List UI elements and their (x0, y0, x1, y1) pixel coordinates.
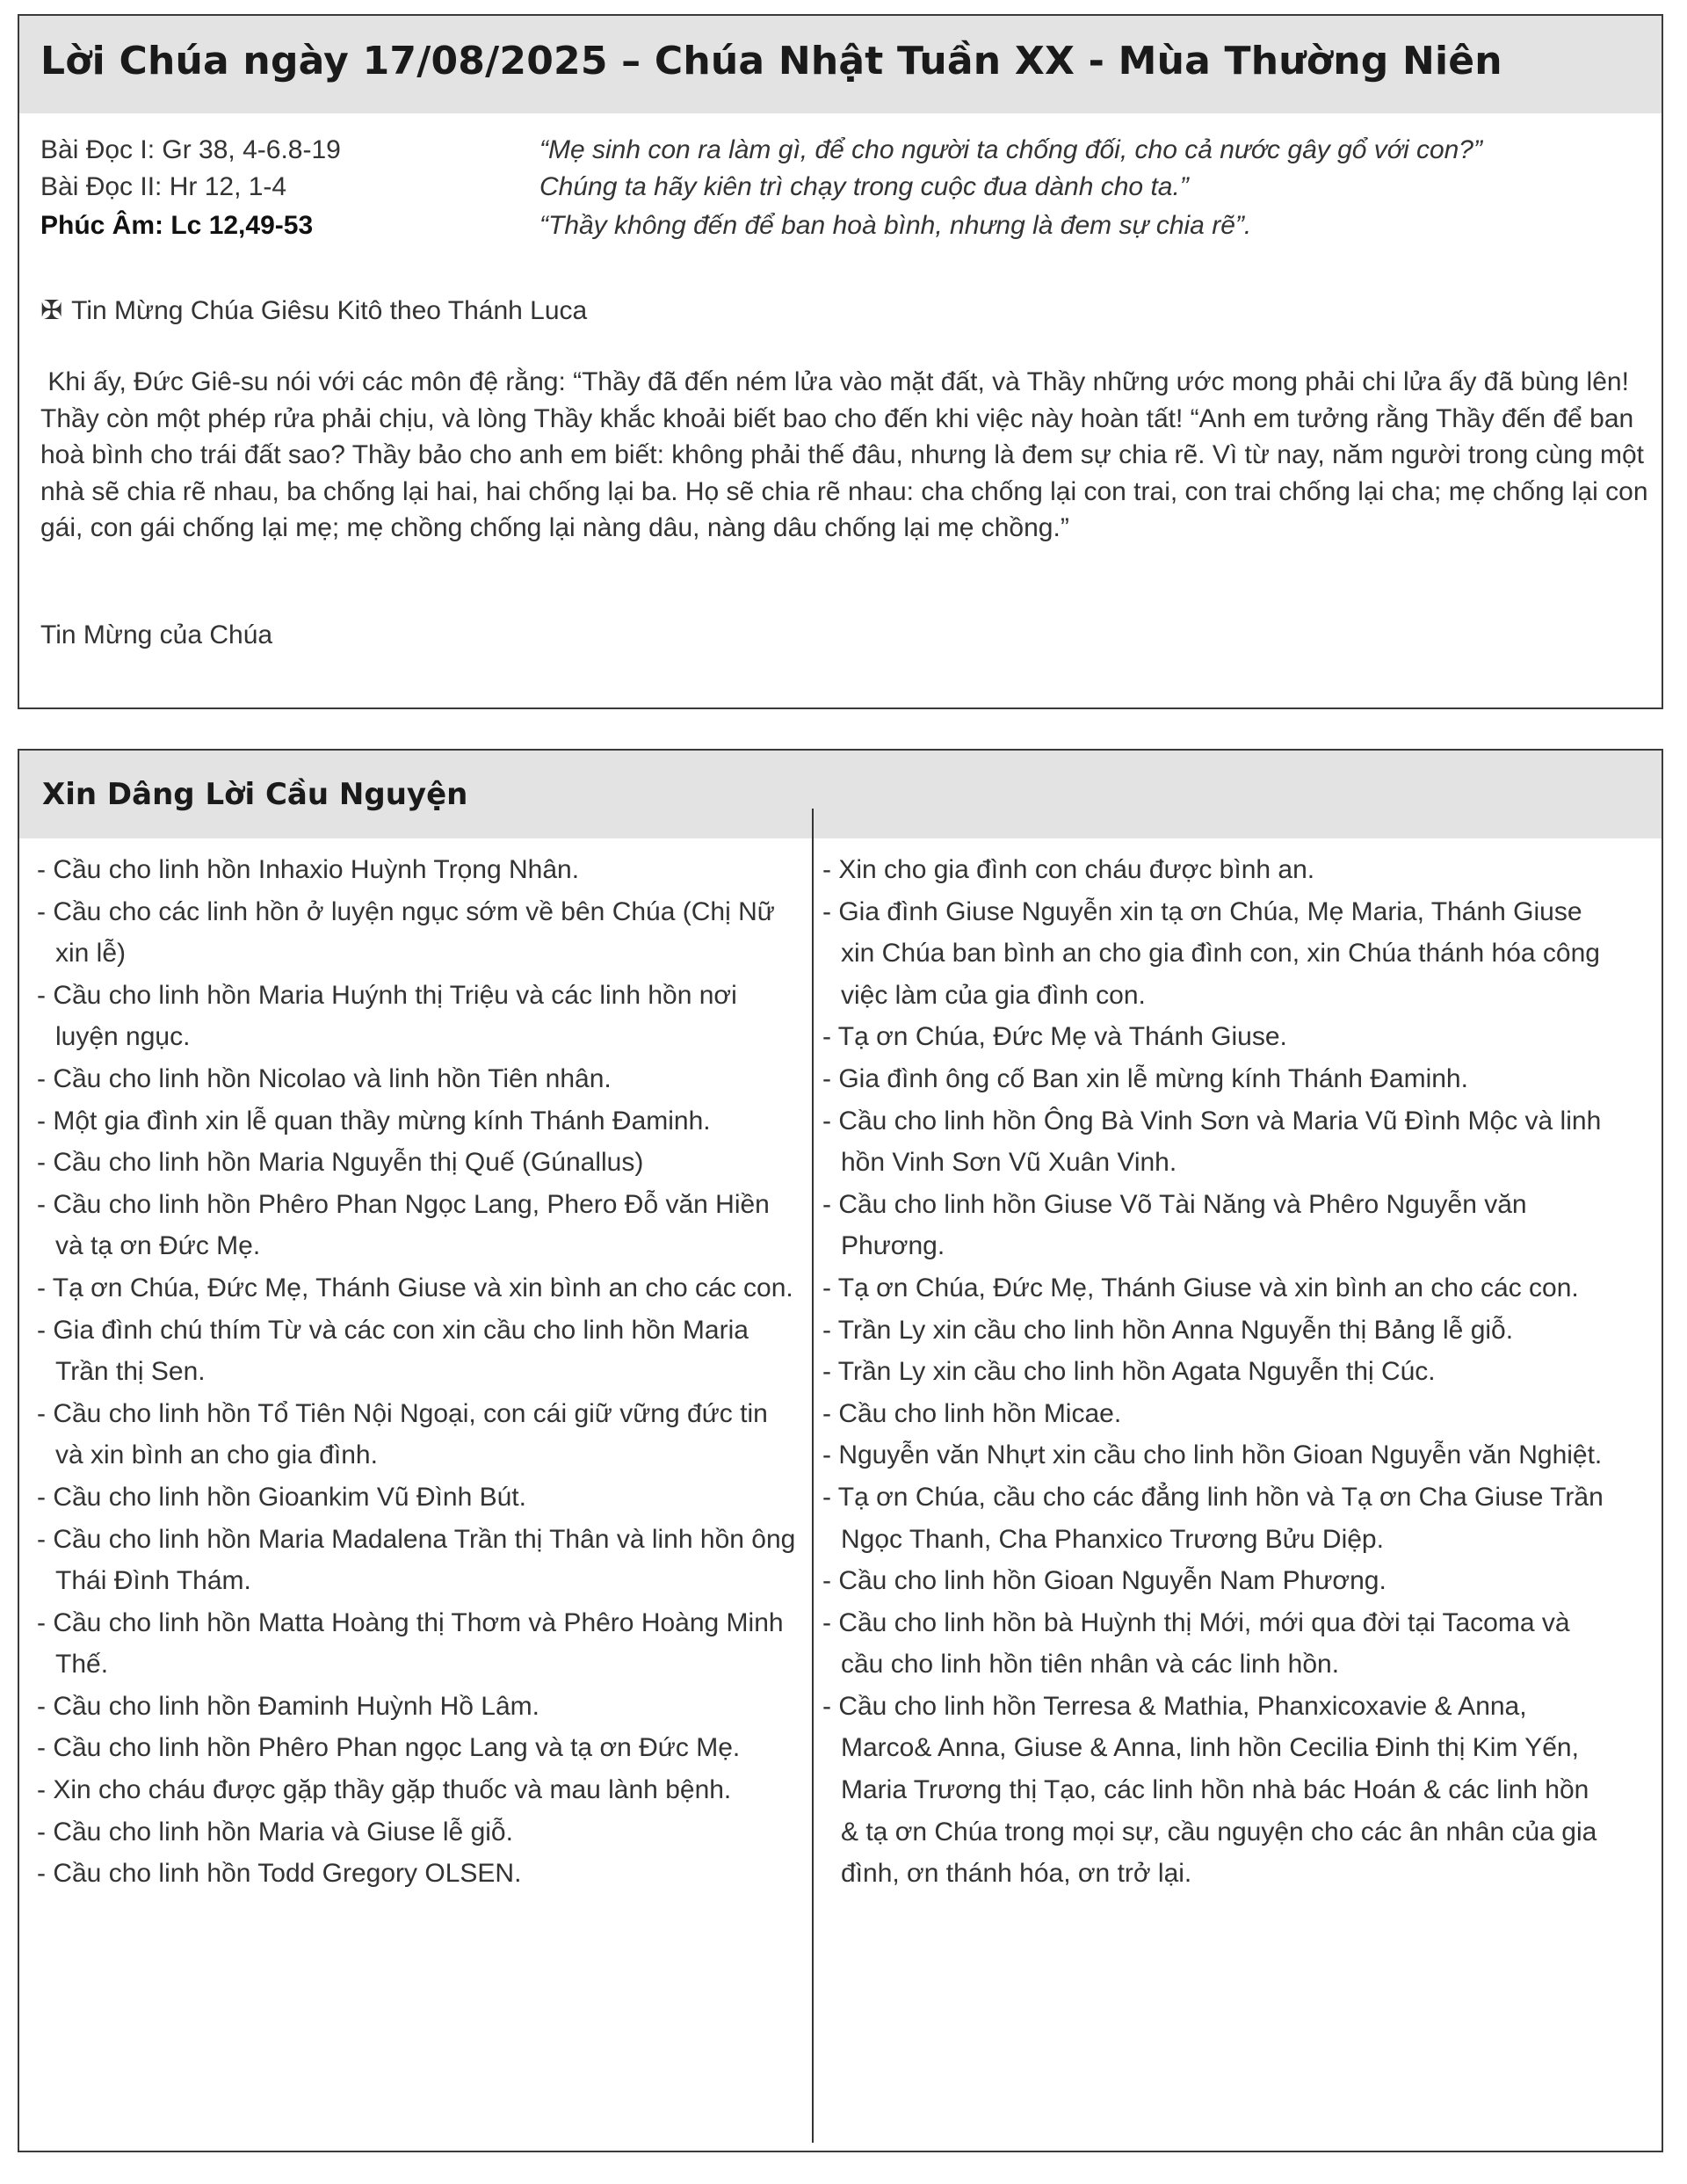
list-item: - Tạ ơn Chúa, cầu cho các đẳng linh hồn và Tạ ơn Cha Giuse Trần Ngọc Thanh, Cha Phanxico Trương Bửu Diệp. (822, 1482, 1604, 1554)
list-item: - Một gia đình xin lễ quan thầy mừng kính Thánh Đaminh. (37, 1106, 711, 1136)
list-item: - Cầu cho linh hồn Maria Huýnh thị Triệu và các linh hồn nơi luyện ngục. (37, 980, 737, 1052)
reading-header (19, 16, 1662, 113)
list-item: - Cầu cho linh hồn bà Huỳnh thị Mới, mới qua đời tại Tacoma và cầu cho linh hồn tiên nhân và các linh hồn. (822, 1607, 1570, 1680)
list-item: - Gia đình Giuse Nguyễn xin tạ ơn Chúa, Mẹ Maria, Thánh Giuse xin Chúa ban bình an cho gia đình con, xin Chúa thánh hóa công việc làm của gia đình con. (822, 896, 1600, 1010)
reading-panel (18, 14, 1663, 709)
list-item: - Gia đình ông cố Ban xin lễ mừng kính Thánh Đaminh. (822, 1063, 1468, 1093)
gospel-heading-text: Tin Mừng Chúa Giêsu Kitô theo Thánh Luca (71, 296, 588, 325)
gospel-closing: Tin Mừng của Chúa (40, 620, 273, 649)
reading-quote-2: Chúng ta hãy kiên trì chạy trong cuộc đua dành cho ta.” (539, 172, 1189, 201)
list-item: - Tạ ơn Chúa, Đức Mẹ, Thánh Giuse và xin bình an cho các con. (37, 1273, 793, 1302)
list-item: - Cầu cho linh hồn Maria Nguyễn thị Quế (Gúnallus) (37, 1148, 644, 1178)
reading-ref-2: Bài Đọc II: Hr 12, 1-4 (40, 172, 287, 201)
prayer-list-right (822, 849, 1613, 1895)
list-item: - Cầu cho linh hồn Matta Hoàng thị Thơm và Phêro Hoàng Minh Thế. (37, 1607, 784, 1680)
list-item: - Cầu cho linh hồn Gioankim Vũ Đình Bút. (37, 1482, 526, 1512)
list-item: - Cầu cho linh hồn Maria Madalena Trần thị Thân và linh hồn ông Thái Đình Thám. (37, 1524, 796, 1596)
list-item: - Cầu cho linh hồn Tổ Tiên Nội Ngoại, con cái giữ vững đức tin và xin bình an cho gia đình. (37, 1398, 768, 1470)
prayer-header (19, 751, 1662, 838)
list-item: - Cầu cho linh hồn Maria và Giuse lễ giỗ. (37, 1817, 513, 1847)
reading-ref-1: Bài Đọc I: Gr 38, 4-6.8-19 (40, 135, 341, 164)
list-item: - Cầu cho linh hồn Phêro Phan ngọc Lang và tạ ơn Đức Mẹ. (37, 1733, 741, 1763)
list-item: - Cầu cho linh hồn Đaminh Huỳnh Hồ Lâm. (37, 1691, 539, 1721)
list-item: - Tạ ơn Chúa, Đức Mẹ và Thánh Giuse. (822, 1022, 1287, 1052)
reading-title: Lời Chúa ngày 17/08/2025 – Chúa Nhật Tuần XX - Mùa Thường Niên (40, 39, 1502, 83)
list-item: - Cầu cho linh hồn Todd Gregory OLSEN. (37, 1859, 522, 1889)
prayer-title: Xin Dâng Lời Cầu Nguyện (42, 777, 468, 812)
gospel-heading (40, 295, 587, 326)
gospel-quote: “Thầy không đến để ban hoà bình, nhưng là đem sự chia rẽ”. (539, 211, 1252, 240)
list-item: - Nguyễn văn Nhựt xin cầu cho linh hồn Gioan Nguyễn văn Nghiệt. (822, 1440, 1603, 1470)
list-item: - Cầu cho linh hồn Gioan Nguyễn Nam Phương. (822, 1566, 1387, 1596)
list-item: - Trần Ly xin cầu cho linh hồn Agata Nguyễn thị Cúc. (822, 1357, 1436, 1387)
column-divider (812, 809, 814, 2143)
list-item: - Cầu cho linh hồn Nicolao và linh hồn Tiên nhân. (37, 1063, 612, 1093)
list-item: - Cầu cho linh hồn Micae. (822, 1398, 1122, 1428)
list-item: - Cầu cho linh hồn Phêro Phan Ngọc Lang, Phero Đỗ văn Hiền và tạ ơn Đức Mẹ. (37, 1189, 770, 1261)
list-item: - Cầu cho linh hồn Terresa & Mathia, Phanxicoxavie & Anna, Marco& Anna, Giuse & Anna, linh hồn Cecilia Đinh thị Kim Yến, Maria Trương thị Tạo, các linh hồn nhà bác Hoán & các linh hồn & tạ ơn Chúa trong mọi sự, cầu nguyện cho các ân nhân của gia đình, ơn thánh hóa, ơn trở lại. (822, 1691, 1597, 1889)
list-item: - Xin cho gia đình con cháu được bình an. (822, 855, 1315, 884)
prayer-list-left (37, 849, 801, 1895)
list-item: - Cầu cho các linh hồn ở luyện ngục sớm về bên Chúa (Chị Nữ xin lễ) (37, 896, 775, 969)
list-item: - Cầu cho linh hồn Giuse Võ Tài Năng và Phêro Nguyễn văn Phương. (822, 1189, 1527, 1261)
list-item: - Trần Ly xin cầu cho linh hồn Anna Nguyễn thị Bảng lễ giỗ. (822, 1315, 1514, 1345)
list-item: - Xin cho cháu được gặp thầy gặp thuốc và mau lành bệnh. (37, 1775, 732, 1805)
prayer-panel (18, 749, 1663, 2152)
list-item: - Cầu cho linh hồn Ông Bà Vinh Sơn và Maria Vũ Đình Mộc và linh hồn Vinh Sơn Vũ Xuân Vinh. (822, 1106, 1602, 1178)
gospel-ref: Phúc Âm: Lc 12,49-53 (40, 211, 314, 240)
list-item: - Cầu cho linh hồn Inhaxio Huỳnh Trọng Nhân. (37, 855, 580, 884)
cross-icon: ✠ (40, 296, 63, 325)
gospel-text (40, 364, 1657, 547)
gospel-text-content: Khi ấy, Đức Giê-su nói với các môn đệ rằng: “Thầy đã đến ném lửa vào mặt đất, và Thầy những ước mong phải chi lửa ấy đã bùng lên! Thầy còn một phép rửa phải chịu, và lòng Thầy khắc khoải biết bao cho đến khi việc này hoàn tất! “Anh em tưởng rằng Thầy đến để ban hoà bình cho trái đất sao? Thầy bảo cho anh em biết: không phải thế đâu, nhưng là đem sự chia rẽ. Vì từ nay, năm người trong cùng một nhà sẽ chia rẽ nhau, ba chống lại hai, hai chống lại ba. Họ sẽ chia rẽ nhau: cha chống lại con trai, con trai chống lại cha; mẹ chống lại con gái, con gái chống lại mẹ; mẹ chồng chống lại nàng dâu, nàng dâu chống lại mẹ chồng.” (40, 367, 1648, 543)
list-item: - Gia đình chú thím Từ và các con xin cầu cho linh hồn Maria Trần thị Sen. (37, 1315, 749, 1387)
reading-quote-1: “Mẹ sinh con ra làm gì, để cho người ta chống đối, cho cả nước gây gổ với con?” (539, 135, 1482, 164)
list-item: - Tạ ơn Chúa, Đức Mẹ, Thánh Giuse và xin bình an cho các con. (822, 1273, 1579, 1302)
